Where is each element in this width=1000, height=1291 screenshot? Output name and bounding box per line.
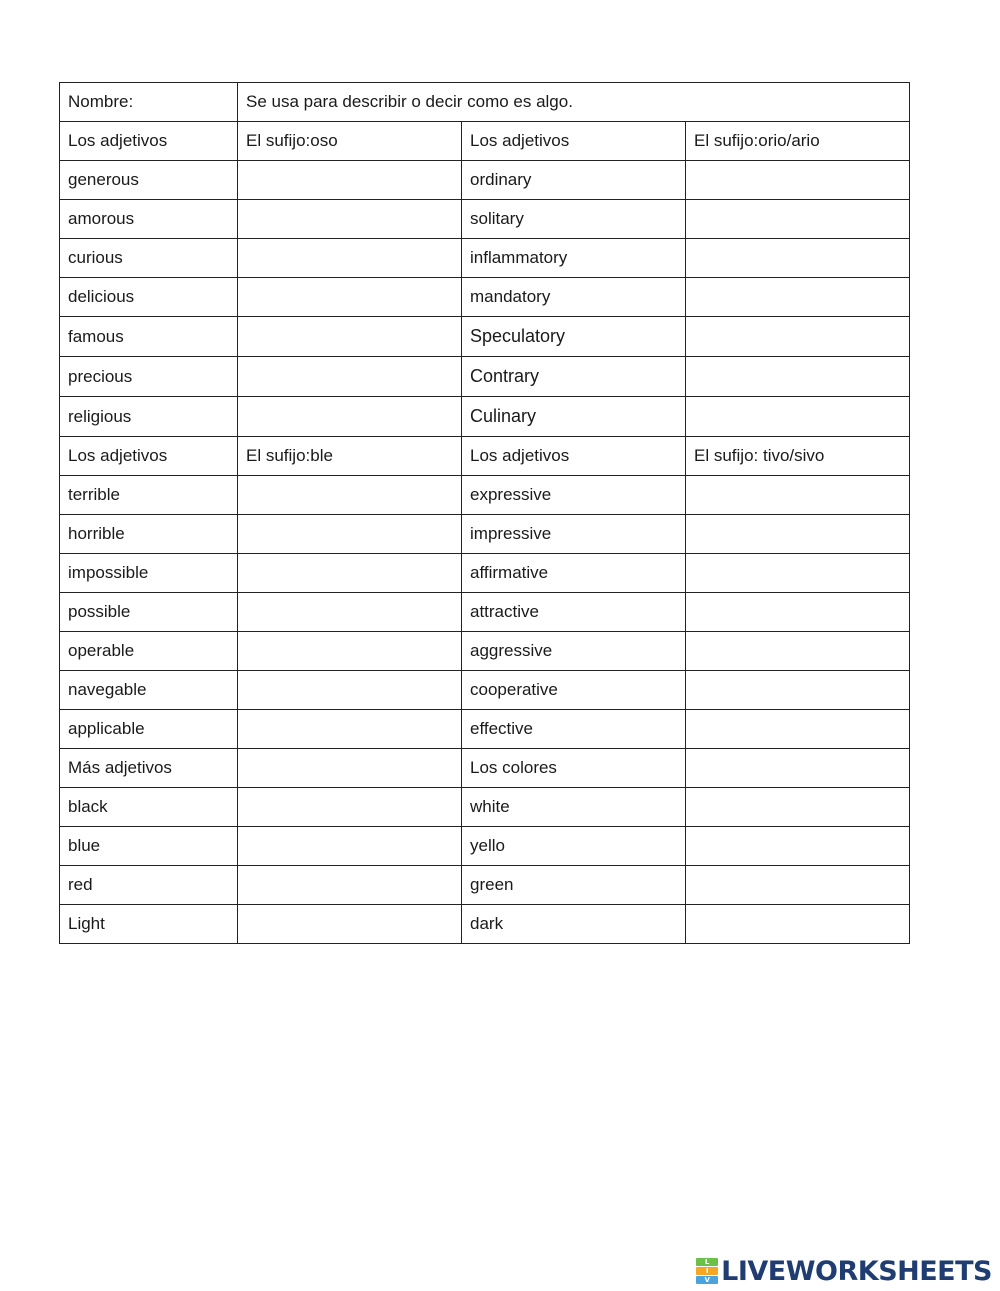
answer-cell[interactable] [238, 866, 462, 905]
section-header-cell: Los adjetivos [462, 437, 686, 476]
adjective-word: Culinary [462, 397, 686, 437]
section-header-cell: El sufijo: tivo/sivo [686, 437, 910, 476]
adjective-word: operable [60, 632, 238, 671]
answer-cell[interactable] [686, 278, 910, 317]
adjective-word: Light [60, 905, 238, 944]
adjective-word: green [462, 866, 686, 905]
adjective-word: dark [462, 905, 686, 944]
adjective-word: cooperative [462, 671, 686, 710]
logo-mark-icon [696, 1258, 718, 1284]
answer-cell[interactable] [686, 200, 910, 239]
answer-cell[interactable] [238, 827, 462, 866]
word-row [60, 476, 910, 515]
answer-cell[interactable] [238, 905, 462, 944]
section-header-row [60, 437, 910, 476]
logo-text: LIVEWORKSHEETS [721, 1255, 992, 1287]
adjective-word: famous [60, 317, 238, 357]
section-header-cell: Los adjetivos [60, 122, 238, 161]
answer-cell[interactable] [238, 161, 462, 200]
adjective-word: impressive [462, 515, 686, 554]
answer-cell[interactable] [238, 397, 462, 437]
adjective-word: attractive [462, 593, 686, 632]
adjective-word: blue [60, 827, 238, 866]
answer-cell[interactable] [686, 866, 910, 905]
word-row [60, 632, 910, 671]
word-row [60, 788, 910, 827]
adjective-word: terrible [60, 476, 238, 515]
adjective-word: mandatory [462, 278, 686, 317]
adjective-word: Contrary [462, 357, 686, 397]
word-row [60, 554, 910, 593]
section-header-cell [686, 749, 910, 788]
section-header-cell: Los adjetivos [462, 122, 686, 161]
answer-cell[interactable] [686, 632, 910, 671]
word-row [60, 671, 910, 710]
answer-cell[interactable] [686, 515, 910, 554]
answer-cell[interactable] [238, 515, 462, 554]
vocabulary-table-body [60, 83, 910, 944]
answer-cell[interactable] [238, 632, 462, 671]
answer-cell[interactable] [686, 671, 910, 710]
adjective-word: possible [60, 593, 238, 632]
section-header-cell: Más adjetivos [60, 749, 238, 788]
word-row [60, 397, 910, 437]
section-header-row [60, 122, 910, 161]
word-row [60, 593, 910, 632]
section-header-cell: Los colores [462, 749, 686, 788]
answer-cell[interactable] [238, 710, 462, 749]
answer-cell[interactable] [686, 905, 910, 944]
logo-mark-letter: L [696, 1258, 718, 1266]
adjective-word: impossible [60, 554, 238, 593]
vocabulary-table [59, 82, 910, 944]
answer-cell[interactable] [238, 278, 462, 317]
logo-mark-letter: V [696, 1276, 718, 1284]
name-label: Nombre: [60, 83, 238, 122]
answer-cell[interactable] [238, 357, 462, 397]
adjective-word: applicable [60, 710, 238, 749]
word-row [60, 317, 910, 357]
section-header-cell: Los adjetivos [60, 437, 238, 476]
adjective-word: curious [60, 239, 238, 278]
answer-cell[interactable] [686, 788, 910, 827]
word-row [60, 278, 910, 317]
adjective-word: Speculatory [462, 317, 686, 357]
adjective-word: delicious [60, 278, 238, 317]
answer-cell[interactable] [238, 317, 462, 357]
adjective-word: generous [60, 161, 238, 200]
answer-cell[interactable] [686, 397, 910, 437]
word-row [60, 827, 910, 866]
answer-cell[interactable] [686, 827, 910, 866]
section-header-cell: El sufijo:orio/ario [686, 122, 910, 161]
header-row [60, 83, 910, 122]
answer-cell[interactable] [238, 239, 462, 278]
word-row [60, 161, 910, 200]
section-header-cell [238, 749, 462, 788]
adjective-word: expressive [462, 476, 686, 515]
adjective-word: white [462, 788, 686, 827]
adjective-word: black [60, 788, 238, 827]
answer-cell[interactable] [238, 593, 462, 632]
word-row [60, 710, 910, 749]
adjective-word: horrible [60, 515, 238, 554]
word-row [60, 515, 910, 554]
word-row [60, 239, 910, 278]
adjective-word: solitary [462, 200, 686, 239]
description-text: Se usa para describir o decir como es algo. [238, 83, 910, 122]
adjective-word: yello [462, 827, 686, 866]
adjective-word: precious [60, 357, 238, 397]
answer-cell[interactable] [238, 554, 462, 593]
word-row [60, 866, 910, 905]
answer-cell[interactable] [686, 554, 910, 593]
adjective-word: religious [60, 397, 238, 437]
adjective-word: inflammatory [462, 239, 686, 278]
logo-mark-letter: I [696, 1267, 718, 1275]
answer-cell[interactable] [238, 476, 462, 515]
adjective-word: red [60, 866, 238, 905]
answer-cell[interactable] [686, 710, 910, 749]
liveworksheets-logo [696, 1256, 992, 1286]
answer-cell[interactable] [686, 317, 910, 357]
answer-cell[interactable] [238, 200, 462, 239]
answer-cell[interactable] [686, 593, 910, 632]
section-header-cell: El sufijo:ble [238, 437, 462, 476]
section-header-cell: El sufijo:oso [238, 122, 462, 161]
word-row [60, 357, 910, 397]
answer-cell[interactable] [238, 671, 462, 710]
adjective-word: effective [462, 710, 686, 749]
adjective-word: amorous [60, 200, 238, 239]
answer-cell[interactable] [686, 476, 910, 515]
answer-cell[interactable] [686, 239, 910, 278]
answer-cell[interactable] [686, 161, 910, 200]
adjective-word: aggressive [462, 632, 686, 671]
answer-cell[interactable] [238, 788, 462, 827]
adjective-word: navegable [60, 671, 238, 710]
answer-cell[interactable] [686, 357, 910, 397]
word-row [60, 200, 910, 239]
adjective-word: affirmative [462, 554, 686, 593]
word-row [60, 905, 910, 944]
section-header-row [60, 749, 910, 788]
adjective-word: ordinary [462, 161, 686, 200]
